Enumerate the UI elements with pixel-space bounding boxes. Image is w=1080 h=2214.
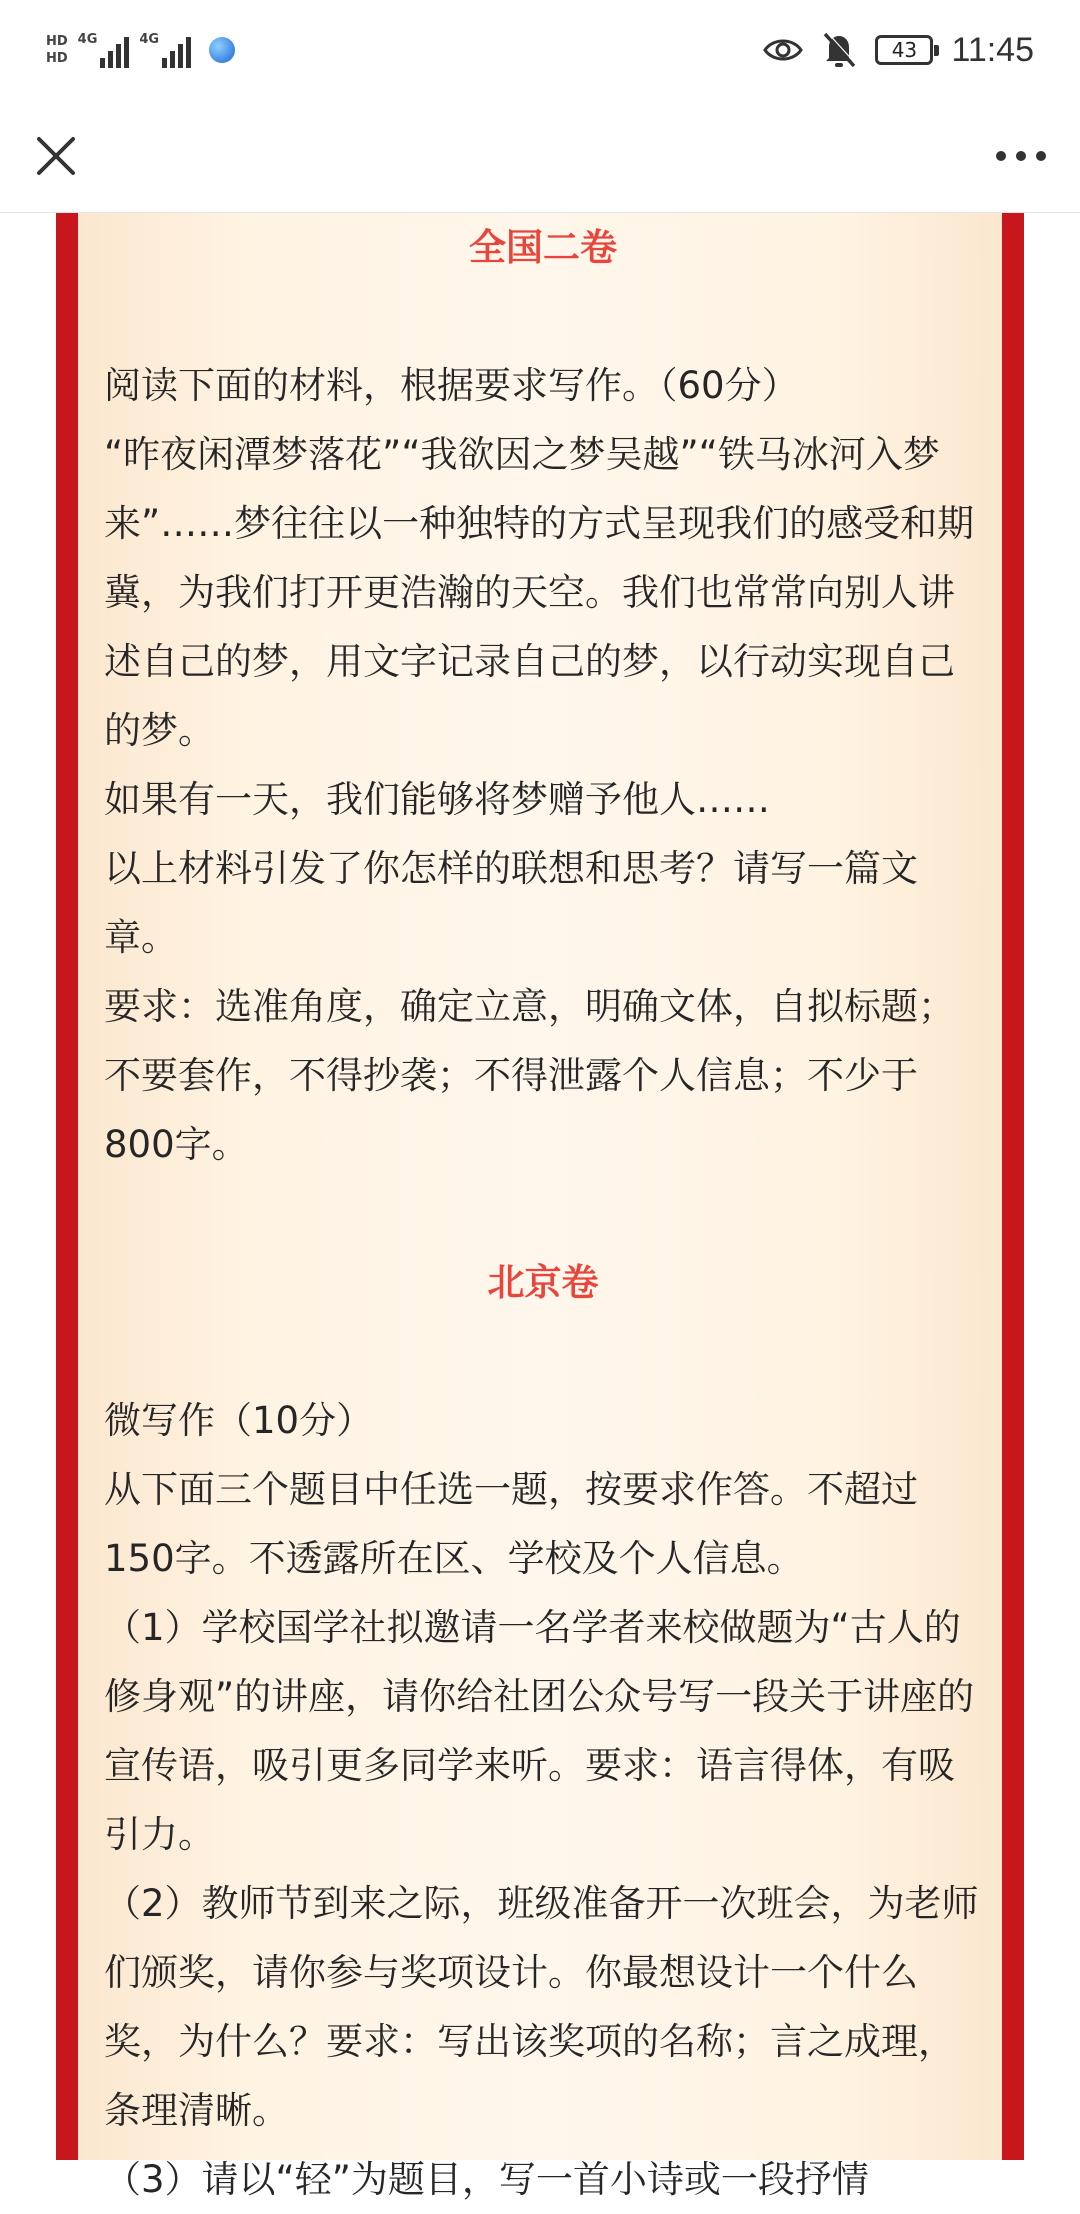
- more-options-button[interactable]: [988, 126, 1054, 186]
- signal-2: [139, 32, 191, 68]
- paragraph: 以上材料引发了你怎样的联想和思考？请写一篇文章。: [104, 847, 918, 959]
- paragraph: 要求：选准角度，确定立意，明确文体，自拟标题；不要套作，不得抄袭；不得泄露个人信息；不少于800字。: [104, 985, 955, 1166]
- signal-bars-1-icon: [100, 32, 129, 68]
- section-title-national-2: 全国二卷: [469, 226, 617, 269]
- article-paper: [78, 213, 1002, 2201]
- status-left: [46, 24, 235, 76]
- more-icon-dot: [1016, 151, 1026, 161]
- paragraph: 从下面三个题目中任选一题，按要求作答。不超过150字。不透露所在区、学校及个人信息。: [104, 1468, 918, 1580]
- bell-muted-icon: [821, 30, 857, 70]
- paragraph: 微写作（10分）: [104, 1399, 374, 1442]
- paragraph: 阅读下面的材料，根据要求写作。（60分）: [104, 364, 799, 407]
- clock: 11:45: [951, 30, 1034, 69]
- close-button[interactable]: [26, 126, 86, 186]
- section-title-beijing: 北京卷: [487, 1261, 599, 1304]
- hd-indicators: [46, 34, 68, 66]
- signal-bars-2-icon: [162, 32, 191, 68]
- paragraph: 如果有一天，我们能够将梦赠予他人……: [104, 778, 770, 821]
- paragraph: （2）教师节到来之际，班级准备开一次班会，为老师们颁奖，请你参与奖项设计。你最想设计一个什么奖，为什么？要求：写出该奖项的名称；言之成理，条理清晰。: [104, 1882, 979, 2132]
- article-frame: [56, 213, 1024, 2201]
- battery-indicator: [875, 35, 933, 65]
- paragraph: （1）学校国学社拟邀请一名学者来校做题为“古人的修身观”的讲座，请你给社团公众号写一段关于讲座的宣传语，吸引更多同学来听。要求：语言得体，有吸引力。: [104, 1606, 975, 1856]
- close-icon: [36, 136, 76, 176]
- battery-level: 43: [891, 38, 918, 62]
- hd-badge-1: HD: [46, 34, 68, 49]
- hd-badge-2: HD: [46, 51, 68, 66]
- status-right: [763, 22, 1034, 78]
- app-header: [0, 100, 1080, 213]
- paragraph: “昨夜闲潭梦落花”“我欲因之梦吴越”“铁马冰河入梦来”……梦往往以一种独特的方式呈现我们的感受和期冀，为我们打开更浩瀚的天空。我们也常常向别人讲述自己的梦，用文字记录自己的梦，以行动实现自己的梦。: [104, 433, 975, 752]
- eye-icon: [763, 30, 803, 70]
- status-bar: [0, 0, 1080, 100]
- article-content: [104, 213, 982, 2214]
- more-icon-dot: [1036, 151, 1046, 161]
- signal-1: [78, 32, 130, 68]
- network-type-1: 4G: [77, 32, 98, 47]
- more-icon-dot: [996, 151, 1006, 161]
- network-type-2: 4G: [139, 32, 160, 47]
- paragraph: （3）请以“轻”为题目，写一首小诗或一段抒情: [104, 2158, 869, 2201]
- browser-globe-icon: [209, 37, 235, 63]
